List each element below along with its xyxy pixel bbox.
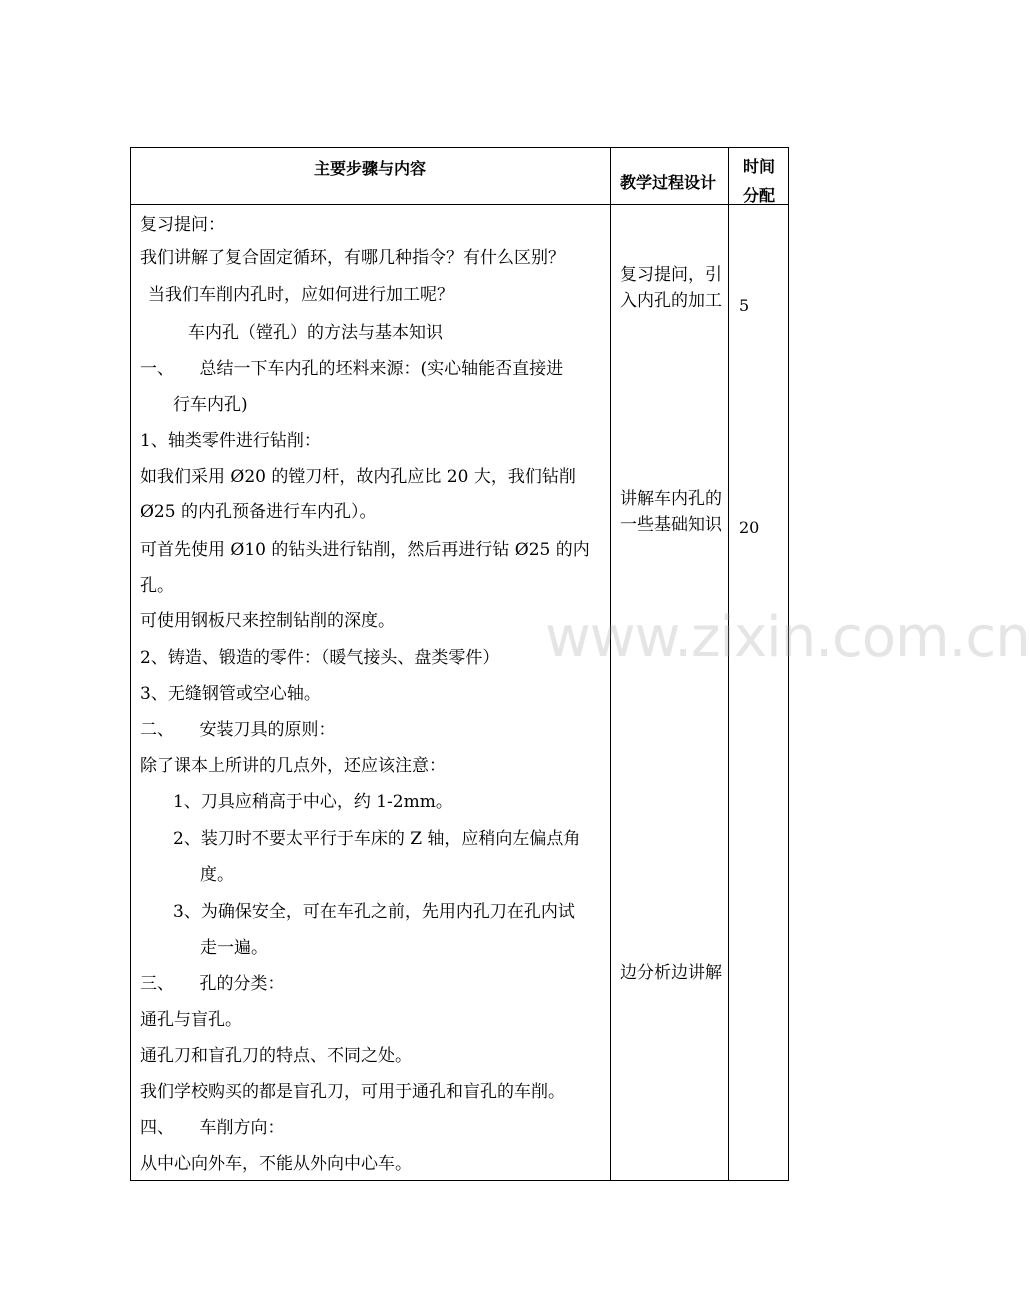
content-line: 孔。	[140, 576, 174, 596]
design-note-analysis: 边分析边讲解	[620, 963, 722, 983]
content-line: 一、 总结一下车内孔的坯料来源：(实心轴能否直接进	[140, 359, 564, 379]
content-line: 四、 车削方向：	[140, 1118, 285, 1138]
time-value: 5	[739, 296, 750, 315]
content-line: 可首先使用 Ø10 的钻头进行钻削，然后再进行钻 Ø25 的内	[140, 540, 590, 560]
time-value: 20	[739, 518, 760, 537]
content-line: 三、 孔的分类：	[140, 974, 285, 994]
content-line: 二、 安装刀具的原则：	[140, 720, 336, 740]
header-teaching-design: 教学过程设计	[620, 173, 717, 192]
design-note-review: 复习提问，引入内孔的加工	[620, 265, 722, 311]
content-line: 通孔刀和盲孔刀的特点、不同之处。	[140, 1046, 412, 1066]
content-line: 复习提问：	[140, 215, 225, 235]
header-time-line1: 时间	[743, 157, 776, 176]
header-time-line2: 分配	[743, 186, 776, 205]
content-line: 走一遍。	[200, 938, 268, 958]
column-divider	[728, 148, 729, 1180]
design-note-basics: 讲解车内孔的一些基础知识	[620, 489, 722, 535]
content-line: 车内孔（镗孔）的方法与基本知识	[188, 323, 443, 343]
content-line: 行车内孔)	[173, 395, 248, 415]
content-line: 2、装刀时不要太平行于车床的 Z 轴，应稍向左偏点角	[173, 829, 581, 849]
content-line: 通孔与盲孔。	[140, 1010, 242, 1030]
header-steps-content: 主要步骤与内容	[314, 159, 427, 178]
header-divider	[131, 204, 788, 205]
content-line: 2、铸造、锻造的零件：（暖气接头、盘类零件）	[140, 648, 500, 668]
content-line: 度。	[200, 865, 234, 885]
content-line: 当我们车削内孔时，应如何进行加工呢？	[148, 285, 454, 305]
lesson-table	[130, 147, 789, 1181]
content-line: Ø25 的内孔预备进行车内孔）。	[140, 502, 377, 522]
content-line: 1、刀具应稍高于中心，约 1-2mm。	[173, 792, 453, 812]
content-line: 除了课本上所讲的几点外，还应该注意：	[140, 756, 446, 776]
content-line: 1、轴类零件进行钻削：	[140, 431, 321, 451]
content-line: 可使用钢板尺来控制钻削的深度。	[140, 611, 395, 631]
column-divider	[610, 148, 611, 1180]
content-line: 如我们采用 Ø20 的镗刀杆，故内孔应比 20 大，我们钻削	[140, 467, 576, 487]
watermark: www.zixin.com.cn	[545, 605, 1030, 670]
content-line: 从中心向外车，不能从外向中心车。	[140, 1154, 412, 1174]
content-line: 3、为确保安全，可在车孔之前，先用内孔刀在孔内试	[173, 902, 575, 922]
content-line: 我们学校购买的都是盲孔刀，可用于通孔和盲孔的车削。	[140, 1082, 565, 1102]
content-line: 我们讲解了复合固定循环，有哪几种指令？有什么区别？	[140, 248, 565, 268]
content-line: 3、无缝钢管或空心轴。	[140, 684, 321, 704]
